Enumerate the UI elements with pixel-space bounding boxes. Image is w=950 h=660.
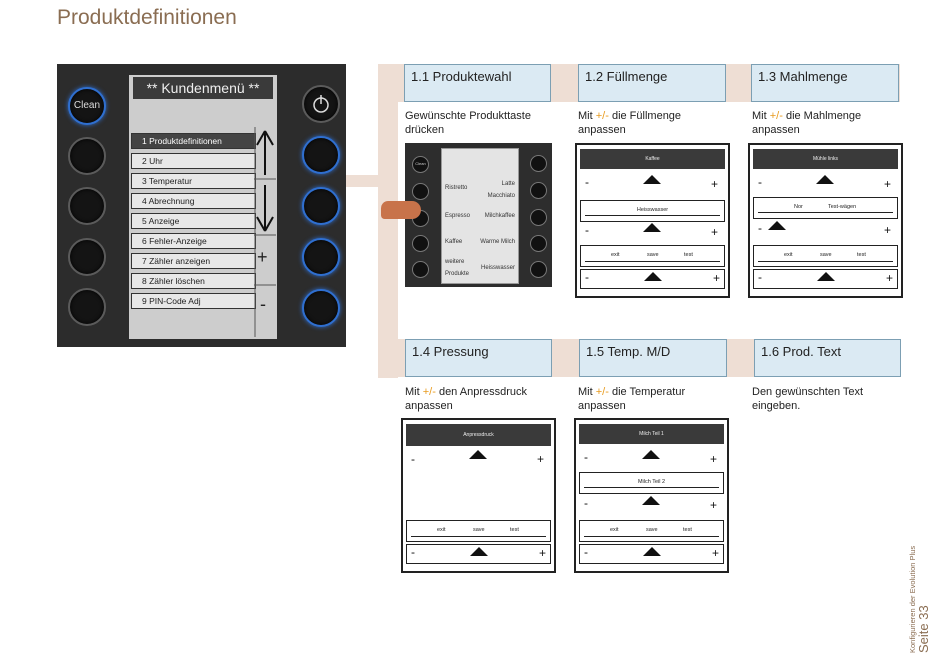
step-title: 1.1 Produktewahl [404,64,551,102]
photo-button [530,209,547,226]
connector [346,175,378,187]
step-desc: Mit +/- die Füllmenge anpassen [578,110,682,136]
menu-item[interactable]: 7 Zähler anzeigen [131,253,256,269]
power-icon [304,87,338,121]
power-button[interactable] [302,85,340,123]
photo-button [530,261,547,278]
step-title: 1.4 Pressung [405,339,552,377]
step-title: 1.6 Prod. Text [754,339,901,377]
photo-screen: Ristretto Espresso Kaffee weitere Produkte Latte Macchiato Milchkaffee Warme Milch Heisswasser [441,148,519,284]
step-desc: Mit +/- die Temperatur anpassen [578,386,686,412]
menu-item[interactable]: 9 PIN-Code Adj [131,293,256,309]
menu-item[interactable]: 4 Abrechnung [131,193,256,209]
right-button-4[interactable] [302,289,340,327]
step-title: 1.5 Temp. M/D [579,339,727,377]
photo-clean-button: Clean [412,156,429,173]
right-button-1[interactable] [302,136,340,174]
left-button-2[interactable] [68,187,106,225]
menu-item[interactable]: 3 Temperatur [131,173,256,189]
step-desc: Den gewünschten Text eingeben. [752,386,864,412]
connector [378,64,398,378]
mini-screen-temperatur: Milch Teil 1 - + Milch Teil 2 - + exit save test - + [574,418,729,573]
plus-key[interactable]: + [257,247,268,267]
photo-button [412,183,429,200]
left-button-3[interactable] [68,238,106,276]
minus-key[interactable]: - [260,294,266,314]
hand-icon [381,201,421,219]
clean-label: Clean [73,100,101,111]
menu-item[interactable]: 5 Anzeige [131,213,256,229]
menu-item[interactable]: 2 Uhr [131,153,256,169]
step-title: 1.3 Mahlmenge [751,64,899,102]
right-button-3[interactable] [302,238,340,276]
right-button-2[interactable] [302,187,340,225]
menu-item[interactable]: 6 Fehler-Anzeige [131,233,256,249]
step-desc: Mit +/- den Anpressdruck anpassen [405,386,528,412]
page-number: Seite 33 [916,605,931,653]
left-button-1[interactable] [68,137,106,175]
step-desc: Mit +/- die Mahlmenge anpassen [752,110,862,136]
page-footer [906,535,932,655]
photo-button [530,235,547,252]
photo-button [412,235,429,252]
mini-screen-fuellmenge: Kaffee - + Heisswasser - + exit save test - + [575,143,730,298]
left-button-4[interactable] [68,288,106,326]
step-desc: Gewünschte Produkttaste drücken [405,110,531,136]
page-title: Produktdefinitionen [57,6,237,29]
mini-screen-mahlmenge: Mühle links - + Nor Test-wägen - + exit save test - + [748,143,903,298]
menu-title: ** Kundenmenü ** [133,77,273,99]
machine-photo [405,143,552,287]
photo-power-button [530,155,547,172]
clean-button[interactable] [68,87,106,125]
photo-button [412,261,429,278]
menu-item[interactable]: 8 Zähler löschen [131,273,256,289]
menu-item[interactable]: 1 Produktdefinitionen [131,133,256,149]
footer-subtitle: Konfigurieren der Evolution Plus [908,545,917,653]
step-title: 1.2 Füllmenge [578,64,726,102]
photo-button [530,182,547,199]
mini-screen-pressung: Anpressdruck - + exit save test - + [401,418,556,573]
